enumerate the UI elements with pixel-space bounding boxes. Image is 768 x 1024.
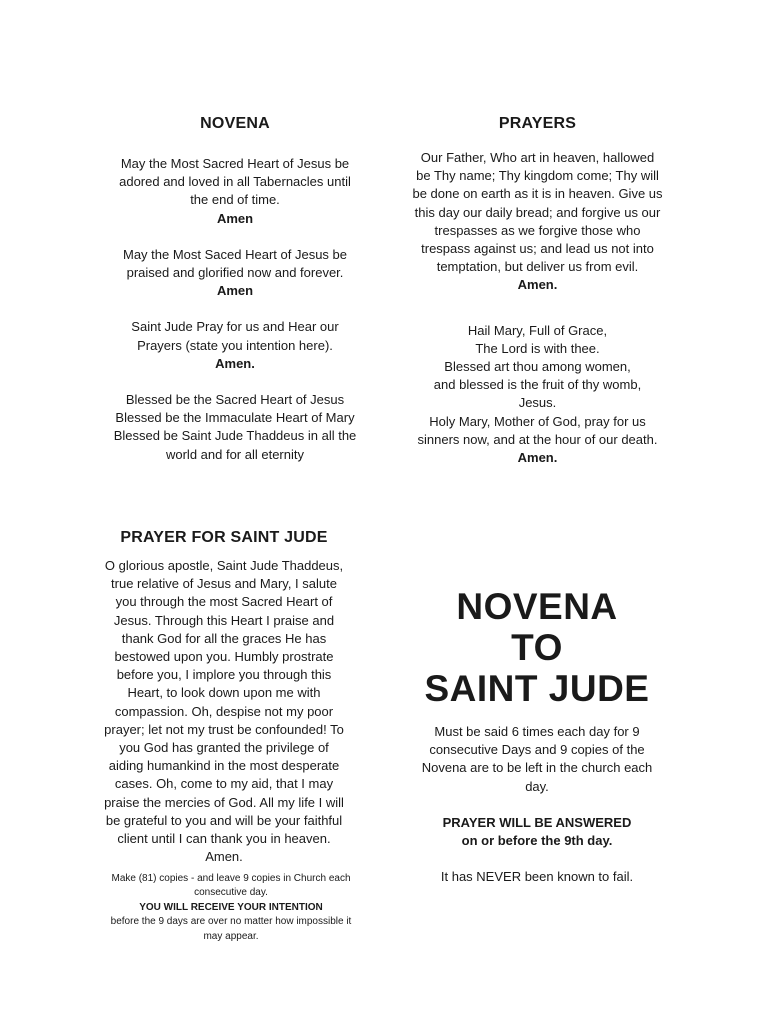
copies-note-line: consecutive day. (194, 887, 268, 899)
novena-p1-line: May the Most Sacred Heart of Jesus be (120, 156, 350, 171)
jude-prayer-line: cases. Oh, come to my aid, that I may (114, 776, 334, 792)
novena-title (404, 586, 670, 709)
novena-p3-line: Saint Jude Pray for us and Hear our (131, 319, 339, 335)
novena-p1-line: the end of time. (190, 192, 280, 208)
hail-mary-amen: Amen. (517, 450, 558, 466)
jude-prayer-line: true relative of Jesus and Mary, I salute (111, 576, 337, 592)
title-line-novena: NOVENA (456, 586, 618, 627)
jude-prayer-line: you God has granted the privilege of (119, 740, 329, 756)
copies-note-line: Make (81) copies - and leave 9 copies in Church each (111, 873, 351, 884)
prayers-section (400, 114, 675, 467)
jude-prayer-line: client until I can thank you in heaven. (117, 831, 331, 847)
novena-p3-amen: Amen. (215, 355, 255, 371)
hail-mary-line: sinners now, and at the hour of our death. (417, 431, 658, 447)
title-line-saint-jude: SAINT JUDE (424, 668, 650, 709)
jude-prayer-section (96, 528, 352, 866)
our-father-line: temptation, but deliver us from evil. (436, 259, 639, 275)
novena-p4-line: Blessed be the Immaculate Heart of Mary (115, 410, 355, 426)
jude-prayer-line: be grateful to you and will be your faithful (105, 812, 343, 828)
hail-mary-line: Holy Mary, Mother of God, pray for us (429, 413, 646, 429)
instructions-line: Novena are to be left in the church each (421, 760, 653, 776)
novena-p3-line: Prayers (state you intention here). (137, 337, 333, 353)
novena-p2-line: praised and glorified now and forever. (126, 265, 344, 281)
novena-heading: NOVENA (200, 115, 270, 132)
copies-note (90, 872, 372, 944)
jude-prayer-line: aiding humankind in the most desperate (108, 758, 340, 774)
instructions-line: Must be said 6 times each day for 9 (434, 724, 640, 739)
our-father-line: be Thy name; Thy kingdom come; Thy will (416, 168, 659, 184)
our-father-line: trespasses as we forgive those who (434, 222, 641, 238)
our-father-line: be done on earth as it is in heaven. Give us (412, 186, 663, 202)
hail-mary-line: and blessed is the fruit of thy womb, (433, 377, 642, 393)
instructions-line: day. (525, 778, 549, 794)
jude-prayer-line: before you, I implore you through this (116, 667, 332, 683)
our-father-line: trespass against us; and lead us not into (421, 241, 654, 257)
jude-prayer-line: you through the most Sacred Heart of (115, 594, 333, 610)
answered-line: PRAYER WILL BE ANSWERED (442, 814, 632, 830)
novena-p4-line: world and for all eternity (165, 446, 304, 462)
jude-prayer-line: compassion. Oh, despise not my poor (114, 703, 334, 719)
jude-prayer-line: O glorious apostle, Saint Jude Thaddeus, (104, 558, 344, 573)
copies-note-line: may appear. (203, 930, 259, 942)
copies-note-bold: YOU WILL RECEIVE YOUR INTENTION (139, 901, 323, 913)
never-fail-line: It has NEVER been known to fail. (440, 869, 634, 885)
hail-mary-line: Blessed art thou among women, (444, 359, 631, 375)
novena-p4-line: Blessed be Saint Jude Thaddeus in all the (113, 428, 357, 444)
title-line-to: TO (511, 627, 563, 668)
jude-prayer-line: bestowed upon you. Humbly prostrate (114, 649, 334, 665)
jude-prayer-line: Heart, to look down upon me with (127, 685, 321, 701)
hail-mary-line: Hail Mary, Full of Grace, (467, 322, 608, 338)
novena-p4-line: Blessed be the Sacred Heart of Jesus (125, 392, 345, 408)
jude-prayer-line: praise the mercies of God. All my life I will (104, 794, 344, 810)
hail-mary-line: The Lord is with thee. (475, 340, 600, 356)
jude-prayer-amen: Amen. (205, 849, 243, 865)
jude-prayer-line: thank God for all the graces He has (121, 630, 327, 646)
copies-note-line: before the 9 days are over no matter how impossible it (110, 916, 352, 928)
jude-prayer-line: prayer; let not my trust be confounded! To (104, 721, 344, 737)
novena-p2-amen: Amen (216, 283, 254, 299)
our-father-line: this day our daily bread; and forgive us our (414, 204, 661, 220)
our-father-line: Our Father, Who art in heaven, hallowed (420, 150, 655, 165)
instructions-section (406, 723, 668, 886)
our-father-amen: Amen. (517, 277, 558, 293)
jude-prayer-heading: PRAYER FOR SAINT JUDE (120, 529, 328, 546)
novena-p2-line: May the Most Saced Heart of Jesus be (123, 246, 347, 262)
jude-prayer-line: Jesus. Through this Heart I praise and (113, 612, 335, 628)
prayers-heading: PRAYERS (498, 115, 577, 132)
novena-p1-line: adored and loved in all Tabernacles until (119, 174, 351, 190)
novena-section (96, 114, 374, 464)
instructions-line: consecutive Days and 9 copies of the (429, 742, 645, 758)
answered-line: on or before the 9th day. (461, 833, 613, 849)
novena-p1-amen: Amen (216, 210, 254, 226)
hail-mary-line: Jesus. (518, 395, 557, 411)
